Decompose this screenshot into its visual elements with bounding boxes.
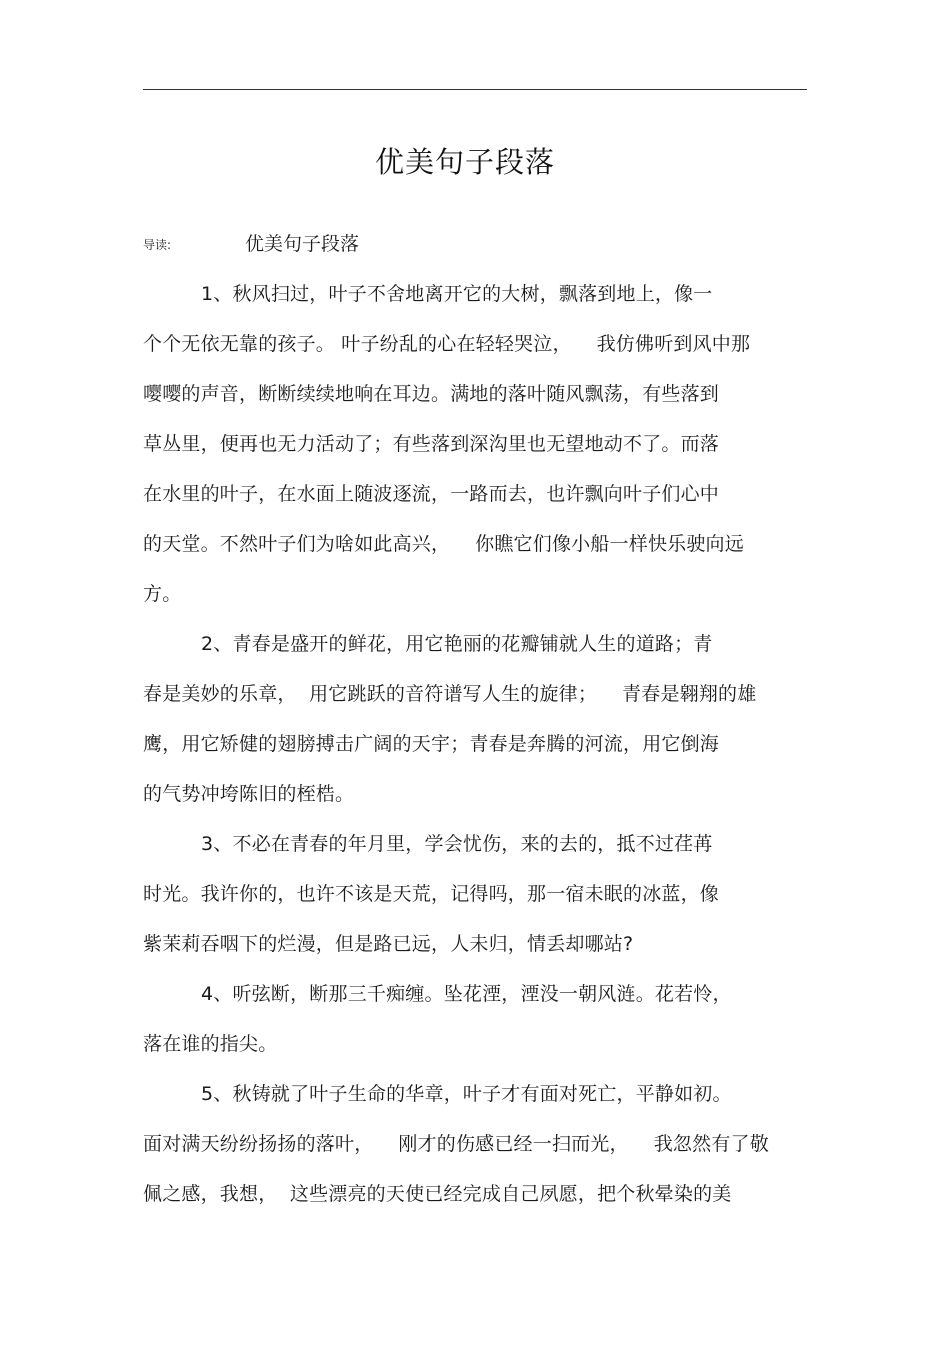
text-line: 的天堂。不然叶子们为啥如此高兴， 你瞧它们像小船一样快乐驶向远 (143, 533, 744, 555)
text-line: 面对满天纷纷扬扬的落叶， 刚才的伤感已经一扫而光， 我忽然有了敬 (143, 1133, 769, 1155)
text-line: 春是美妙的乐章， 用它跳跃的音符谱写人生的旋律； 青春是翱翔的雄 (143, 683, 757, 705)
text-line: 的气势冲垮陈旧的桎梏。 (143, 783, 355, 805)
text-line: 4、听弦断，断那三千痴缠。坠花湮，湮没一朝风涟。花若怜， (201, 983, 732, 1005)
text-line: 1、秋风扫过，叶子不舍地离开它的大树，飘落到地上，像一 (201, 283, 713, 305)
text-line: 5、秋铸就了叶子生命的华章，叶子才有面对死亡，平静如初。 (201, 1083, 732, 1105)
text-line: 鹰，用它矫健的翅膀搏击广阔的天宇；青春是奔腾的河流，用它倒海 (143, 733, 720, 755)
text-line: 3、不必在青春的年月里，学会忧伤，来的去的，抵不过荏苒 (201, 833, 713, 855)
header-rule (143, 89, 807, 90)
intro-text: 优美句子段落 (245, 233, 360, 255)
body-text (143, 278, 807, 1228)
intro-label: 导读: (143, 238, 172, 252)
text-line: 紫茉莉吞咽下的烂漫，但是路已远，人未归，情丢却哪站? (143, 933, 634, 955)
text-line: 在水里的叶子，在水面上随波逐流，一路而去，也许飘向叶子们心中 (143, 483, 720, 505)
text-line: 2、青春是盛开的鲜花，用它艳丽的花瓣铺就人生的道路；青 (201, 633, 713, 655)
text-line: 方。 (143, 583, 182, 605)
text-line: 草丛里，便再也无力活动了；有些落到深沟里也无望地动不了。而落 (143, 433, 720, 455)
text-line: 个个无依无靠的孩子。 叶子纷乱的心在轻轻哭泣， 我仿佛听到风中那 (143, 333, 751, 355)
text-line: 嘤嘤的声音，断断续续地响在耳边。满地的落叶随风飘荡，有些落到 (143, 383, 720, 405)
text-line: 时光。我许你的，也许不该是天荒，记得吗，那一宿未眠的冰蓝，像 (143, 883, 720, 905)
text-line: 佩之感，我想， 这些漂亮的天使已经完成自己夙愿，把个秋晕染的美 (143, 1183, 732, 1205)
page-title: 优美句子段落 (374, 145, 555, 179)
text-line: 落在谁的指尖。 (143, 1033, 278, 1055)
